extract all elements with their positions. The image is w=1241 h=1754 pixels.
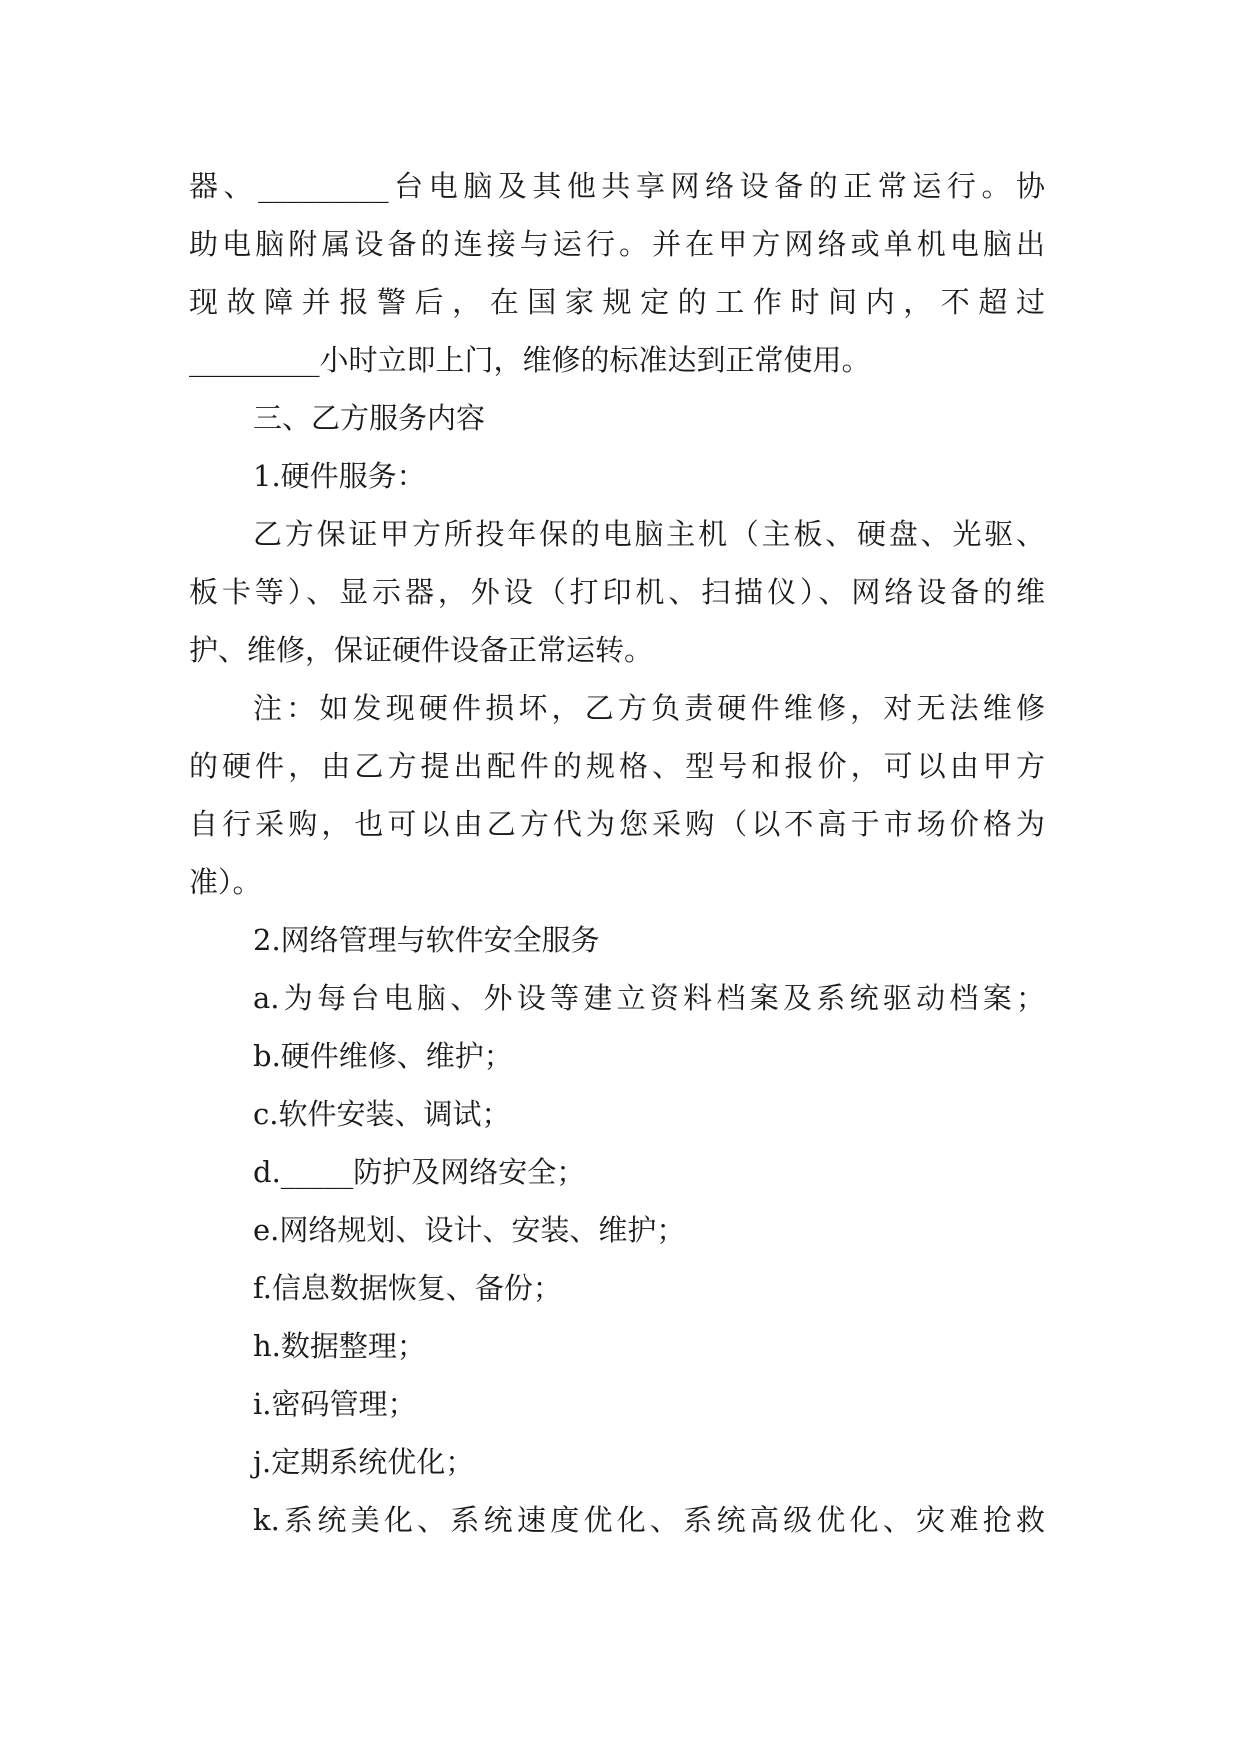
list-item: e.网络规划、设计、安装、维护； bbox=[253, 1213, 686, 1247]
text-line: 器、_________台电脑及其他共享网络设备的正常运行。协 bbox=[189, 169, 1045, 203]
list-item: h.数据整理； bbox=[253, 1329, 426, 1363]
note-line: 注：如发现硬件损坏，乙方负责硬件维修，对无法维修 bbox=[253, 691, 1045, 725]
text-line: 准）。 bbox=[189, 865, 262, 899]
list-item: j.定期系统优化； bbox=[253, 1445, 475, 1479]
list-item: a.为每台电脑、外设等建立资料档案及系统驱动档案； bbox=[253, 981, 1045, 1015]
text-line: 的硬件，由乙方提出配件的规格、型号和报价，可以由甲方 bbox=[189, 749, 1045, 783]
text-line: 自行采购，也可以由乙方代为您采购（以不高于市场价格为 bbox=[189, 807, 1045, 841]
list-item: d._____防护及网络安全； bbox=[253, 1155, 586, 1189]
list-item: c.软件安装、调试； bbox=[253, 1097, 511, 1131]
subsection-heading: 2.网络管理与软件安全服务 bbox=[253, 923, 600, 957]
text-line: 助电脑附属设备的连接与运行。并在甲方网络或单机电脑出 bbox=[189, 227, 1045, 261]
list-item: b.硬件维修、维护； bbox=[253, 1039, 513, 1073]
text-line: 板卡等）、显示器，外设（打印机、扫描仪）、网络设备的维 bbox=[189, 575, 1045, 609]
list-item: k.系统美化、系统速度优化、系统高级优化、灾难抢救 bbox=[253, 1503, 1045, 1537]
list-item: f.信息数据恢复、备份； bbox=[253, 1271, 562, 1305]
section-heading: 三、乙方服务内容 bbox=[253, 401, 486, 435]
list-item: i.密码管理； bbox=[253, 1387, 417, 1421]
subsection-heading: 1.硬件服务： bbox=[253, 459, 426, 493]
text-line: 乙方保证甲方所投年保的电脑主机（主板、硬盘、光驱、 bbox=[253, 517, 1045, 551]
text-line: _________小时立即上门，维修的标准达到正常使用。 bbox=[189, 343, 871, 377]
text-line: 护、维修，保证硬件设备正常运转。 bbox=[189, 633, 654, 667]
text-line: 现故障并报警后，在国家规定的工作时间内，不超过 bbox=[189, 285, 1045, 319]
